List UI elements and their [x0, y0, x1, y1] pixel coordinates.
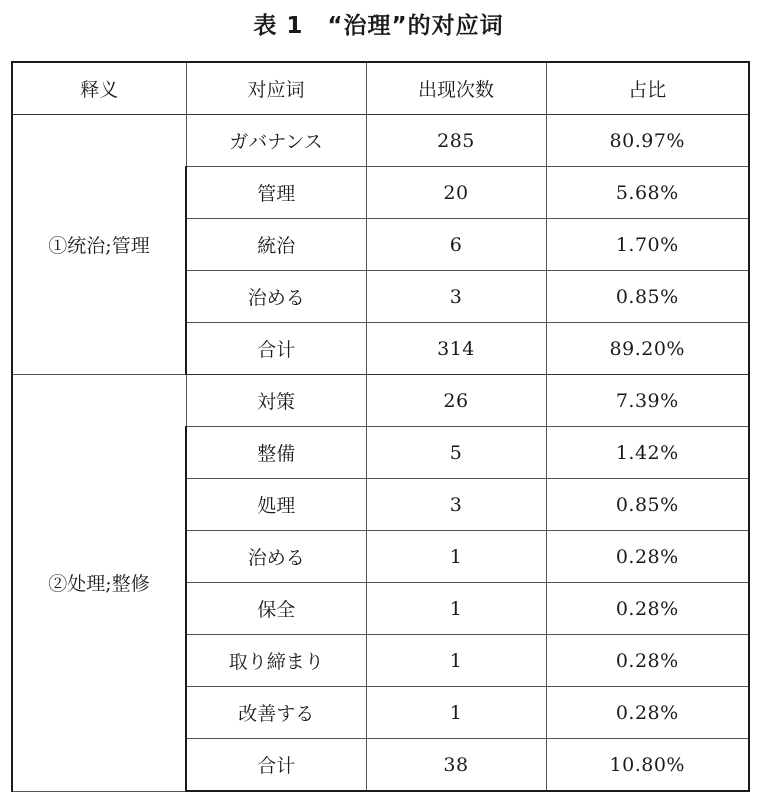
word-cell: 改善する: [186, 687, 366, 739]
word-cell: 整備: [186, 427, 366, 479]
table-row: [12, 115, 749, 167]
table-title: 表 1 “治理”的对应词: [253, 13, 504, 39]
header-count: 出现次数: [366, 62, 546, 115]
ratio-cell: 10.80%: [546, 739, 749, 792]
count-cell: 1: [366, 531, 546, 583]
count-cell: 5: [366, 427, 546, 479]
ratio-cell: 0.28%: [546, 687, 749, 739]
ratio-cell: 5.68%: [546, 167, 749, 219]
ratio-cell: 7.39%: [546, 375, 749, 427]
table-row: [12, 375, 749, 427]
ratio-cell: 89.20%: [546, 323, 749, 375]
ratio-cell: 0.85%: [546, 479, 749, 531]
count-cell: 1: [366, 687, 546, 739]
word-cell: 対策: [186, 375, 366, 427]
header-row: [12, 62, 749, 115]
count-cell: 6: [366, 219, 546, 271]
meaning-cell: ①统治;管理: [12, 115, 186, 375]
word-cell: 治める: [186, 531, 366, 583]
word-cell: 統治: [186, 219, 366, 271]
ratio-cell: 0.28%: [546, 583, 749, 635]
ratio-cell: 0.28%: [546, 531, 749, 583]
word-cell: 管理: [186, 167, 366, 219]
word-cell: 治める: [186, 271, 366, 323]
count-cell: 26: [366, 375, 546, 427]
count-cell: 1: [366, 635, 546, 687]
ratio-cell: 80.97%: [546, 115, 749, 167]
word-cell: 取り締まり: [186, 635, 366, 687]
table-body: [12, 115, 749, 792]
count-cell: 3: [366, 479, 546, 531]
count-cell: 285: [366, 115, 546, 167]
ratio-cell: 1.42%: [546, 427, 749, 479]
count-cell: 1: [366, 583, 546, 635]
header-ratio: 占比: [546, 62, 749, 115]
header-meaning: 释义: [12, 62, 186, 115]
word-cell: 合计: [186, 323, 366, 375]
count-cell: 38: [366, 739, 546, 792]
word-cell: 処理: [186, 479, 366, 531]
word-cell: 保全: [186, 583, 366, 635]
ratio-cell: 1.70%: [546, 219, 749, 271]
count-cell: 20: [366, 167, 546, 219]
ratio-cell: 0.28%: [546, 635, 749, 687]
count-cell: 314: [366, 323, 546, 375]
word-cell: ガバナンス: [186, 115, 366, 167]
word-cell: 合计: [186, 739, 366, 792]
header-word: 对应词: [186, 62, 366, 115]
meaning-cell: ②处理;整修: [12, 375, 186, 792]
ratio-cell: 0.85%: [546, 271, 749, 323]
correspondence-table: [11, 61, 750, 792]
count-cell: 3: [366, 271, 546, 323]
